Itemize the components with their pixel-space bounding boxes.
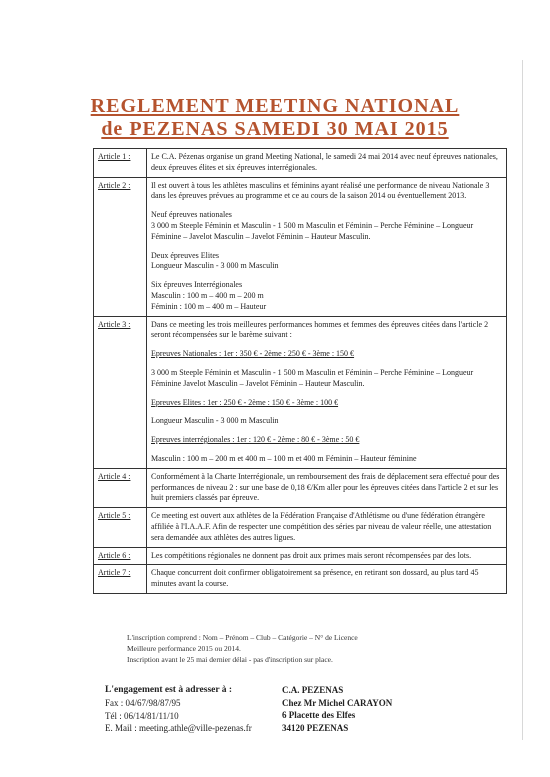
address-line: C.A. PEZENAS xyxy=(282,685,344,695)
article-text: Les compétitions régionales ne donnent pas droit aux primes mais seront récompensées par des lots. xyxy=(147,547,507,565)
article-label: Article 2 : xyxy=(94,177,147,316)
contact-block xyxy=(105,684,252,735)
article-text: Conformément à la Charte Interrégionale, un remboursement des frais de déplacement sera effectué pour des performances de niveau 2 : sur une base de 0,18 €/Km aller pour les épreuves citées dans l'article 2 et sur les huit premiers classés par épreuve. xyxy=(147,468,507,507)
address-line: 34120 PEZENAS xyxy=(282,722,349,733)
contact-email[interactable]: E. Mail : meeting.athle@ville-pezenas.fr xyxy=(105,723,252,734)
article-label: Article 1 : xyxy=(94,149,147,178)
inscription-line: L'inscription comprend : Nom – Prénom – Club – Catégorie – N° de Licence xyxy=(127,633,358,642)
article-label: Article 5 : xyxy=(94,508,147,547)
article-text: Il est ouvert à tous les athlètes masculins et féminins ayant réalisé une performance de niveau Nationale 3 dans les épreuves prévues au programme et ce au cours de la saison 2014 ou éventuellement 2013. Neuf épreuves nationales 3 000 m Steeple Féminin et Masculin - 1 500 m Masculin et Féminin – Perche Féminine – Longueur Féminine – Javelot Masculin – Javelot Féminin – Hauteur Masculin. Deux épreuves Elites Longueur Masculin - 3 000 m Masculin Six épreuves Interrégionales Masculin : 100 m – 400 m – 200 m Féminin : 100 m – 400 m – Hauteur xyxy=(147,177,507,316)
article-label: Article 6 : xyxy=(94,547,147,565)
inscription-line: Inscription avant le 25 mai dernier délai - pas d'inscription sur place. xyxy=(127,654,333,664)
page-edge-line xyxy=(522,60,523,740)
article-row xyxy=(94,508,507,547)
inscription-notes xyxy=(127,633,358,666)
address-line: 6 Placette des Elfes xyxy=(282,710,356,721)
document-title: REGLEMENT MEETING NATIONAL xyxy=(90,95,460,117)
article-row xyxy=(94,177,507,316)
address-line: Chez Mr Michel CARAYON xyxy=(282,697,393,708)
article-text: Dans ce meeting les trois meilleures performances hommes et femmes des épreuves citées dans l'article 2 seront récompensées sur le barème suivant : Epreuves Nationales : 1er : 350 € - 2ème : 250 € - 3ème : 150 € 3 000 m Steeple Féminin et Masculin - 1 500 m Masculin et Féminin – Perche Féminine – Longueur Féminine Javelot Masculin – Javelot Féminin – Hauteur Masculin. Epreuves Elites : 1er : 250 € - 2ème : 150 € - 3ème : 100 € Longueur Masculin - 3 000 m Masculin Epreuves interrégionales : 1er : 120 € - 2ème : 80 € - 3ème : 50 € Masculin : 100 m – 200 m et 400 m – 100 m et 400 m Féminin – Hauteur féminine xyxy=(147,316,507,468)
article-text: Le C.A. Pézenas organise un grand Meeting National, le samedi 24 mai 2014 avec neuf épreuves nationales, deux épreuves élites et six épreuves interrégionales. xyxy=(147,149,507,178)
article-label: Article 3 : xyxy=(94,316,147,468)
article-text: Ce meeting est ouvert aux athlètes de la Fédération Française d'Athlétisme ou d'une fédération étrangère affiliée à l'I.A.A.F. Afin de respecter une compétition des séries par niveau de valeur réelle, une attestation sera demandée aux athlètes des autres ligues. xyxy=(147,508,507,547)
article-label: Article 7 : xyxy=(94,565,147,594)
article-label: Article 4 : xyxy=(94,468,147,507)
article-row xyxy=(94,149,507,178)
contact-phone: Tél : 06/14/81/11/10 xyxy=(105,710,179,721)
article-row xyxy=(94,565,507,594)
article-text: Chaque concurrent doit confirmer obligatoirement sa présence, en retirant son dossard, au plus tard 45 minutes avant la course. xyxy=(147,565,507,594)
contact-fax: Fax : 04/67/98/87/95 xyxy=(105,698,181,709)
article-row xyxy=(94,468,507,507)
article-row xyxy=(94,547,507,565)
address-block xyxy=(282,684,392,734)
rules-table xyxy=(93,148,507,594)
contact-heading: L'engagement est à adresser à : xyxy=(105,685,233,695)
article-row xyxy=(94,316,507,468)
inscription-line: Meilleure performance 2015 ou 2014. xyxy=(127,643,241,653)
document-subtitle: de PEZENAS SAMEDI 30 MAI 2015 xyxy=(101,118,449,140)
